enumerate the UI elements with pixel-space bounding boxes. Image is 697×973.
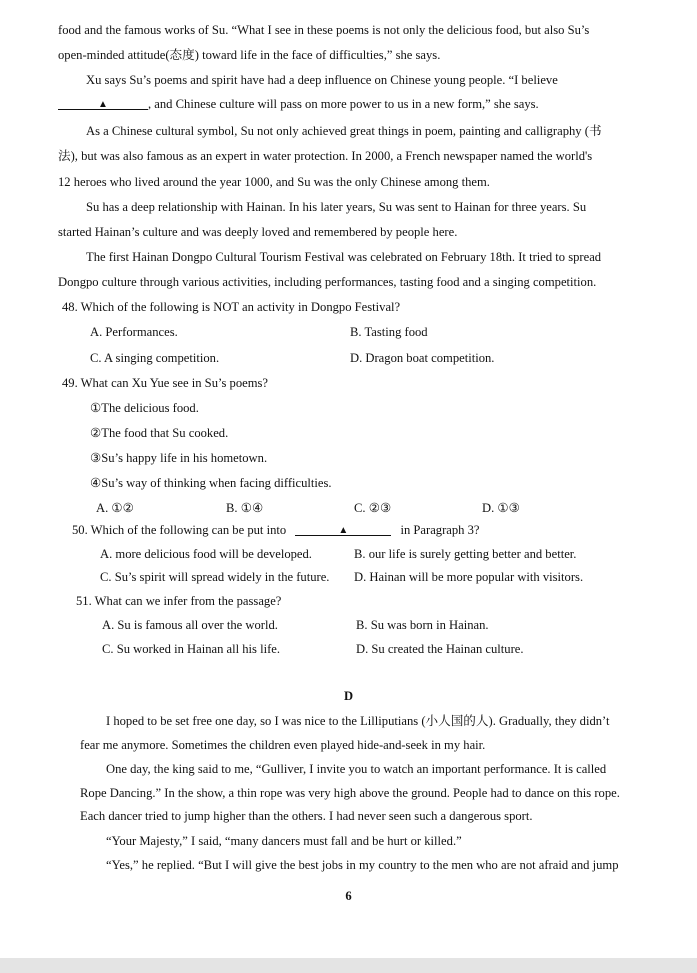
passage-line: Rope Dancing.” In the show, a thin rope was very high above the ground. People had to dance on this rope. (80, 786, 620, 800)
question-49-item: ②The food that Su cooked. (90, 426, 229, 440)
question-49-item: ①The delicious food. (90, 401, 199, 415)
passage-line: As a Chinese cultural symbol, Su not only achieved great things in poem, painting and calligraphy (书 (86, 124, 602, 138)
option-48-b[interactable]: B. Tasting food (350, 325, 428, 339)
option-49-d[interactable]: D. ①③ (482, 501, 520, 515)
passage-line-text: , and Chinese culture will pass on more power to us in a new form,” she says. (148, 97, 539, 111)
option-51-d[interactable]: D. Su created the Hainan culture. (356, 642, 524, 656)
passage-line-with-blank (58, 96, 539, 112)
answer-blank (58, 96, 148, 110)
question-48-stem: 48. Which of the following is NOT an activity in Dongpo Festival? (62, 300, 401, 314)
option-50-d[interactable]: D. Hainan will be more popular with visitors. (354, 570, 584, 584)
blank-marker-icon: ▲ (98, 99, 108, 110)
section-heading: D (343, 689, 354, 703)
passage-line: open-minded attitude(态度) toward life in the face of difficulties,” she says. (58, 48, 441, 62)
question-49-item: ③Su’s happy life in his hometown. (90, 451, 268, 465)
passage-line: 法), but was also famous as an expert in water protection. In 2000, a French newspaper named the world's (58, 149, 593, 163)
passage-line: The first Hainan Dongpo Cultural Tourism Festival was celebrated on February 18th. It tried to spread (86, 250, 602, 264)
passage-line: Xu says Su’s poems and spirit have had a deep influence on Chinese young people. “I believe (86, 73, 558, 87)
passage-line: “Your Majesty,” I said, “many dancers must fall and be hurt or killed.” (106, 834, 462, 848)
page-number: 6 (345, 889, 352, 903)
passage-line: food and the famous works of Su. “What I see in these poems is not only the delicious food, but also Su’s (58, 23, 590, 37)
passage-line: started Hainan’s culture and was deeply loved and remembered by people here. (58, 225, 458, 239)
option-51-b[interactable]: B. Su was born in Hainan. (356, 618, 489, 632)
passage-line: Each dancer tried to jump higher than the others. I had never seen such a dangerous sport. (80, 809, 533, 823)
option-49-b[interactable]: B. ①④ (226, 501, 264, 515)
question-50-stem (72, 522, 480, 538)
question-49-item: ④Su’s way of thinking when facing difficulties. (90, 476, 332, 490)
question-51-stem: 51. What can we infer from the passage? (76, 594, 282, 608)
question-50-stem-start: 50. Which of the following can be put into (72, 523, 287, 537)
passage-line: One day, the king said to me, “Gulliver, I invite you to watch an important performance. It is called (106, 762, 607, 776)
option-48-d[interactable]: D. Dragon boat competition. (350, 351, 495, 365)
passage-line: I hoped to be set free one day, so I was nice to the Lilliputians (小人国的人). Gradually, they didn’t (106, 714, 610, 728)
answer-blank (295, 522, 391, 536)
passage-line: 12 heroes who lived around the year 1000, and Su was the only Chinese among them. (58, 175, 490, 189)
option-49-a[interactable]: A. ①② (96, 501, 134, 515)
option-50-c[interactable]: C. Su’s spirit will spread widely in the future. (100, 570, 330, 584)
blank-marker-icon: ▲ (338, 525, 349, 536)
option-51-c[interactable]: C. Su worked in Hainan all his life. (102, 642, 281, 656)
question-49-stem: 49. What can Xu Yue see in Su’s poems? (62, 376, 269, 390)
option-50-a[interactable]: A. more delicious food will be developed. (100, 547, 312, 561)
passage-line: Dongpo culture through various activities, including performances, tasting food and a singing competition. (58, 275, 597, 289)
option-48-a[interactable]: A. Performances. (90, 325, 178, 339)
option-49-c[interactable]: C. ②③ (354, 501, 392, 515)
passage-line: Su has a deep relationship with Hainan. In his later years, Su was sent to Hainan for three years. Su (86, 200, 587, 214)
question-50-stem-end: in Paragraph 3? (400, 523, 480, 537)
passage-line: fear me anymore. Sometimes the children even played hide-and-seek in my hair. (80, 738, 486, 752)
option-51-a[interactable]: A. Su is famous all over the world. (102, 618, 278, 632)
option-50-b[interactable]: B. our life is surely getting better and better. (354, 547, 577, 561)
passage-line: “Yes,” he replied. “But I will give the best jobs in my country to the men who are not afraid and jump (106, 858, 619, 872)
option-48-c[interactable]: C. A singing competition. (90, 351, 220, 365)
viewer-bottom-bar (0, 958, 697, 973)
